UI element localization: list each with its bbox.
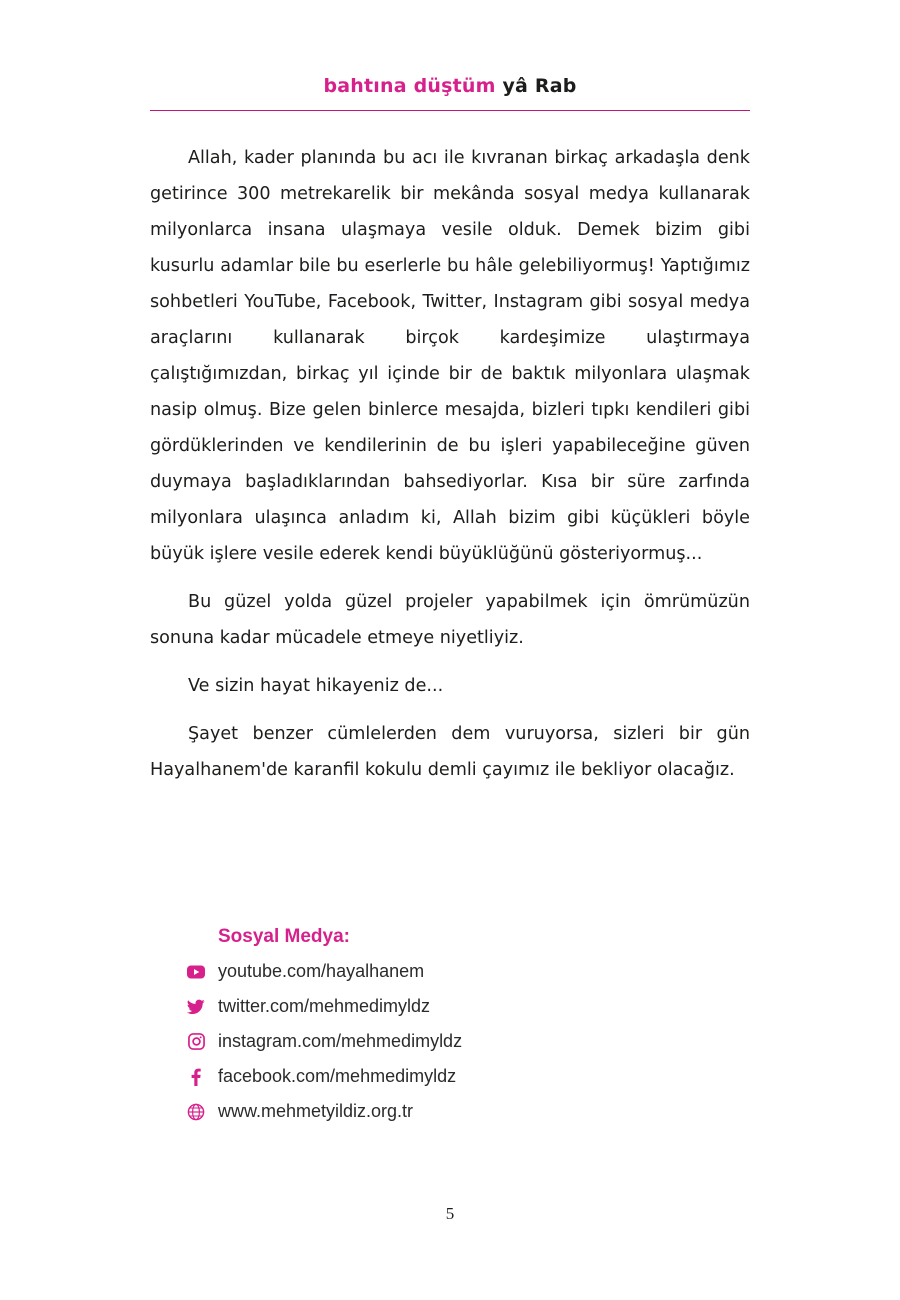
body-text (150, 140, 750, 800)
header-divider (150, 110, 750, 111)
paragraph: Şayet benzer cümlelerden dem vuruyorsa, sizleri bir gün Hayalhanem'de karanfil kokulu demli çayımız ile bekliyor olacağız. (150, 724, 750, 780)
page-number: 5 (445, 1204, 455, 1223)
youtube-icon (186, 962, 206, 982)
globe-icon (186, 1102, 206, 1122)
social-item-text: www.mehmetyildiz.org.tr (218, 1101, 414, 1121)
social-item-instagram[interactable] (186, 1024, 706, 1059)
paragraph: Ve sizin hayat hikayeniz de... (188, 676, 444, 696)
social-item-twitter[interactable] (186, 989, 706, 1024)
social-item-text: youtube.com/hayalhanem (218, 961, 425, 981)
instagram-icon (186, 1032, 206, 1052)
header-title-part2: yâ Rab (502, 75, 577, 97)
social-media-section (186, 920, 706, 1129)
paragraph: Bu güzel yolda güzel projeler yapabilmek için ömrümüzün sonuna kadar mücadele etmeye niyetliyiz. (150, 592, 750, 648)
social-item-text: instagram.com/mehmedimyldz (218, 1031, 463, 1051)
social-item-website[interactable] (186, 1094, 706, 1129)
social-item-text: twitter.com/mehmedimyldz (218, 996, 431, 1016)
header-title-part1: bahtına düştüm (323, 75, 496, 97)
social-item-facebook[interactable] (186, 1059, 706, 1094)
twitter-icon (186, 997, 206, 1017)
running-header (150, 75, 750, 97)
social-item-text: facebook.com/mehmedimyldz (218, 1066, 457, 1086)
paragraph: Allah, kader planında bu acı ile kıvranan birkaç arkadaşla denk getirince 300 metrekarelik bir mekânda sosyal medya kullanarak milyonlarca insana ulaşmaya vesile olduk. Demek bizim gibi kusurlu adamlar bile bu eserlerle bu hâle gelebiliyormuş! Yaptığımız sohbetleri YouTube, Facebook, Twitter, Instagram gibi sosyal medya araçlarını kullanarak birçok kardeşimize ulaştırmaya çalıştığımızdan, birkaç yıl içinde bir de baktık milyonlara ulaşmak nasip olmuş. Bize gelen binlerce mesajda, bizleri tıpkı kendileri gibi gördüklerinden ve kendilerinin de bu işleri yapabileceğine güven duymaya başladıklarından bahsediyorlar. Kısa bir süre zarfında milyonlara ulaşınca anladım ki, Allah bizim gibi küçükleri böyle büyük işlere vesile ederek kendi büyüklüğünü gösteriyormuş... (150, 148, 750, 564)
facebook-icon (186, 1067, 206, 1087)
social-item-youtube[interactable] (186, 954, 706, 989)
social-media-title: Sosyal Medya: (218, 926, 350, 947)
